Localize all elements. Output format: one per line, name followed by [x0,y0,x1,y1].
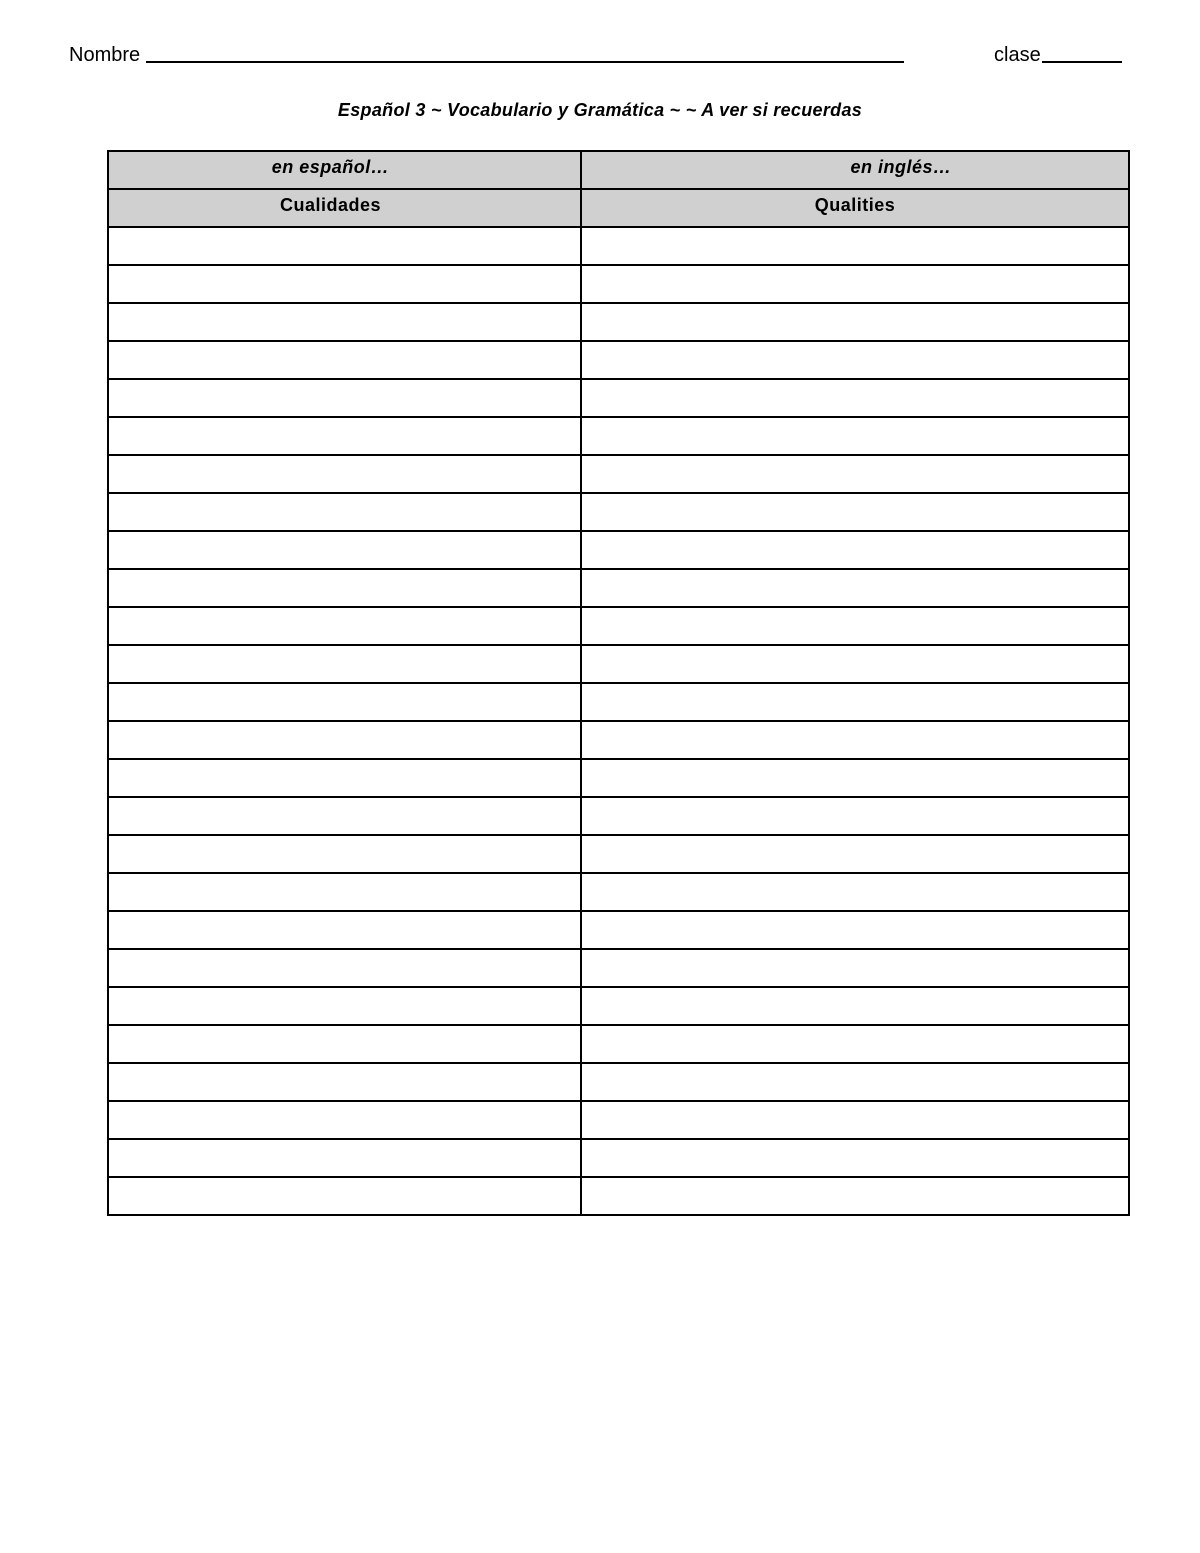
english-answer-cell[interactable] [581,911,1129,949]
table-row [108,987,1129,1025]
spanish-answer-cell[interactable] [108,987,581,1025]
english-answer-cell[interactable] [581,1139,1129,1177]
header-spanish: en español… [108,151,581,189]
english-answer-cell[interactable] [581,303,1129,341]
header-english: en inglés… [581,151,1129,189]
table-row [108,531,1129,569]
table-row [108,1063,1129,1101]
spanish-answer-cell[interactable] [108,493,581,531]
table-row [108,645,1129,683]
table-row [108,1177,1129,1215]
english-answer-cell[interactable] [581,797,1129,835]
spanish-answer-cell[interactable] [108,797,581,835]
english-answer-cell[interactable] [581,531,1129,569]
table-row [108,493,1129,531]
spanish-answer-cell[interactable] [108,835,581,873]
english-answer-cell[interactable] [581,645,1129,683]
class-label: clase [994,44,1041,66]
category-english: Qualities [581,189,1129,227]
spanish-answer-cell[interactable] [108,1063,581,1101]
spanish-answer-cell[interactable] [108,1139,581,1177]
spanish-answer-cell[interactable] [108,417,581,455]
english-answer-cell[interactable] [581,721,1129,759]
vocabulary-table [107,150,1130,1216]
name-field[interactable] [69,44,904,67]
category-header-row [108,189,1129,227]
english-answer-cell[interactable] [581,607,1129,645]
english-answer-cell[interactable] [581,1101,1129,1139]
table-row [108,1139,1129,1177]
table-row [108,873,1129,911]
spanish-answer-cell[interactable] [108,607,581,645]
spanish-answer-cell[interactable] [108,455,581,493]
english-answer-cell[interactable] [581,1025,1129,1063]
spanish-answer-cell[interactable] [108,379,581,417]
table-row [108,569,1129,607]
english-answer-cell[interactable] [581,683,1129,721]
english-answer-cell[interactable] [581,227,1129,265]
spanish-answer-cell[interactable] [108,645,581,683]
english-answer-cell[interactable] [581,417,1129,455]
category-spanish: Cualidades [108,189,581,227]
spanish-answer-cell[interactable] [108,569,581,607]
english-answer-cell[interactable] [581,873,1129,911]
english-answer-cell[interactable] [581,1177,1129,1215]
spanish-answer-cell[interactable] [108,873,581,911]
spanish-answer-cell[interactable] [108,341,581,379]
table-row [108,797,1129,835]
worksheet-title: Español 3 ~ Vocabulario y Gramática ~ ~ A ver si recuerdas [337,100,863,120]
table-row [108,607,1129,645]
english-answer-cell[interactable] [581,759,1129,797]
table-row [108,303,1129,341]
spanish-answer-cell[interactable] [108,759,581,797]
table-row [108,721,1129,759]
spanish-answer-cell[interactable] [108,721,581,759]
table-row [108,455,1129,493]
name-blank-line[interactable] [146,61,904,63]
english-answer-cell[interactable] [581,493,1129,531]
table-row [108,227,1129,265]
english-answer-cell[interactable] [581,949,1129,987]
name-label: Nombre [69,44,141,66]
table-row [108,759,1129,797]
spanish-answer-cell[interactable] [108,683,581,721]
english-answer-cell[interactable] [581,569,1129,607]
table-row [108,265,1129,303]
table-row [108,949,1129,987]
spanish-answer-cell[interactable] [108,1025,581,1063]
english-answer-cell[interactable] [581,455,1129,493]
spanish-answer-cell[interactable] [108,265,581,303]
spanish-answer-cell[interactable] [108,303,581,341]
spanish-answer-cell[interactable] [108,531,581,569]
spanish-answer-cell[interactable] [108,949,581,987]
english-answer-cell[interactable] [581,341,1129,379]
english-answer-cell[interactable] [581,265,1129,303]
table-row [108,683,1129,721]
spanish-answer-cell[interactable] [108,1101,581,1139]
table-row [108,835,1129,873]
table-row [108,379,1129,417]
language-header-row [108,151,1129,189]
table-row [108,911,1129,949]
spanish-answer-cell[interactable] [108,227,581,265]
class-blank-line[interactable] [1042,61,1122,63]
spanish-answer-cell[interactable] [108,911,581,949]
english-answer-cell[interactable] [581,835,1129,873]
spanish-answer-cell[interactable] [108,1177,581,1215]
english-answer-cell[interactable] [581,379,1129,417]
table-row [108,341,1129,379]
class-field[interactable] [994,44,1122,67]
english-answer-cell[interactable] [581,987,1129,1025]
table-row [108,1101,1129,1139]
table-row [108,1025,1129,1063]
english-answer-cell[interactable] [581,1063,1129,1101]
table-row [108,417,1129,455]
